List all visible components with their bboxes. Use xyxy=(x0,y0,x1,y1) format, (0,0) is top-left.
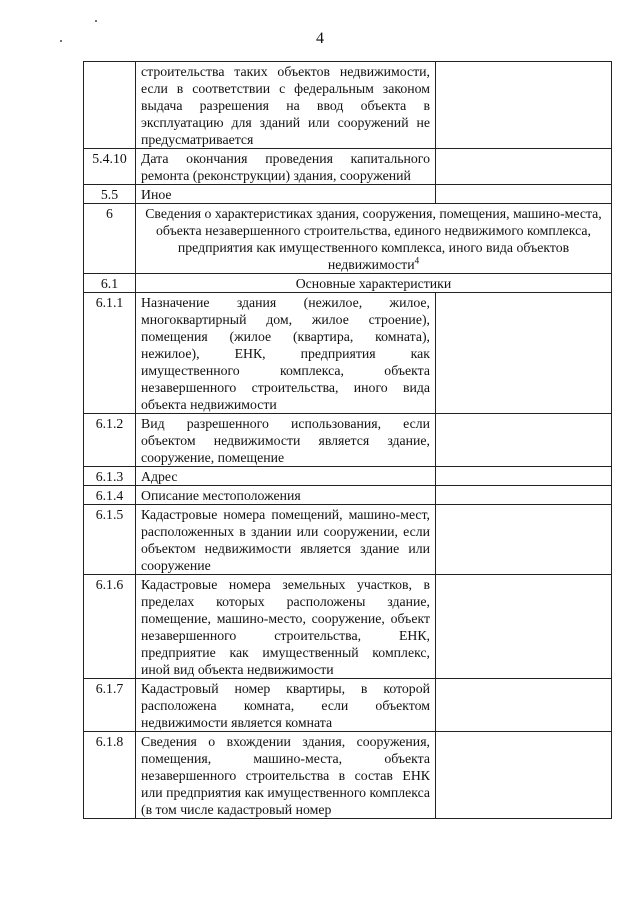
row-number: 6.1.8 xyxy=(84,732,136,819)
row-description: Сведения о вхождении здания, сооружения, помещения, машино-места, объекта незавершенного строительства в состав ЕНК или предприятия как имущественного комплекса (в том числе кадастровый номер xyxy=(136,732,436,819)
subsection-title: Основные характеристики xyxy=(136,274,612,293)
row-value-cell[interactable] xyxy=(436,486,612,505)
row-number: 6.1.5 xyxy=(84,505,136,575)
row-value-cell[interactable] xyxy=(436,732,612,819)
row-number: 6.1.2 xyxy=(84,414,136,467)
table-row xyxy=(84,679,612,732)
page-number: 4 xyxy=(316,30,324,47)
table-row xyxy=(84,149,612,185)
footnote-marker: 4 xyxy=(414,255,420,266)
row-description: Кадастровый номер квартиры, в которой расположена комната, если объектом недвижимости является комната xyxy=(136,679,436,732)
row-description: строительства таких объектов недвижимости, если в соответствии с федеральным законом выдача разрешения на ввод объекта в эксплуатацию для зданий или сооружений не предусматривается xyxy=(136,62,436,149)
row-description: Кадастровые номера помещений, машино-мест, расположенных в здании или сооружении, если объектом недвижимости является здание или сооружение xyxy=(136,505,436,575)
row-value-cell[interactable] xyxy=(436,679,612,732)
row-number: 5.5 xyxy=(84,185,136,204)
row-value-cell[interactable] xyxy=(436,62,612,149)
row-description: Иное xyxy=(136,185,436,204)
row-number: 6.1.1 xyxy=(84,293,136,414)
row-number: 6.1.6 xyxy=(84,575,136,679)
section-row xyxy=(84,204,612,274)
subsection-number: 6.1 xyxy=(84,274,136,293)
row-number xyxy=(84,62,136,149)
row-value-cell[interactable] xyxy=(436,467,612,486)
row-description: Назначение здания (нежилое, жилое, многоквартирный дом, жилое строение), помещения (жилое (квартира, комната), нежилое), ЕНК, предприятия как имущественного комплекса, объекта незавершенного строительства, иного вида объекта недвижимости xyxy=(136,293,436,414)
section-number: 6 xyxy=(84,204,136,274)
row-number: 6.1.7 xyxy=(84,679,136,732)
table-row xyxy=(84,467,612,486)
table-row xyxy=(84,185,612,204)
row-description: Вид разрешенного использования, если объектом недвижимости является здание, сооружение, помещение xyxy=(136,414,436,467)
row-value-cell[interactable] xyxy=(436,293,612,414)
row-description: Дата окончания проведения капитального ремонта (реконструкции) здания, сооружений xyxy=(136,149,436,185)
section-title xyxy=(136,204,612,274)
table-row xyxy=(84,505,612,575)
row-description: Кадастровые номера земельных участков, в пределах которых расположены здание, помещение, машино-место, сооружение, объект незавершенного строительства, ЕНК, предприятие как имущественный комплекс, иной вид объекта недвижимости xyxy=(136,575,436,679)
row-value-cell[interactable] xyxy=(436,149,612,185)
table-row xyxy=(84,575,612,679)
row-description: Описание местоположения xyxy=(136,486,436,505)
row-value-cell[interactable] xyxy=(436,575,612,679)
row-value-cell[interactable] xyxy=(436,414,612,467)
row-description: Адрес xyxy=(136,467,436,486)
row-value-cell[interactable] xyxy=(436,505,612,575)
row-number: 6.1.3 xyxy=(84,467,136,486)
subsection-row xyxy=(84,274,612,293)
scan-speck xyxy=(95,20,97,22)
row-value-cell[interactable] xyxy=(436,185,612,204)
characteristics-table xyxy=(83,61,612,819)
table-row xyxy=(84,62,612,149)
row-number: 6.1.4 xyxy=(84,486,136,505)
table-row xyxy=(84,293,612,414)
row-number: 5.4.10 xyxy=(84,149,136,185)
section-title-text: Сведения о характеристиках здания, сооружения, помещения, машино-места, объекта незавершенного строительства, единого недвижимого комплекса, предприятия как имущественного комплекса, иного вида объектов недвижимости xyxy=(145,206,602,272)
table-row xyxy=(84,486,612,505)
table-row xyxy=(84,414,612,467)
table-row xyxy=(84,732,612,819)
